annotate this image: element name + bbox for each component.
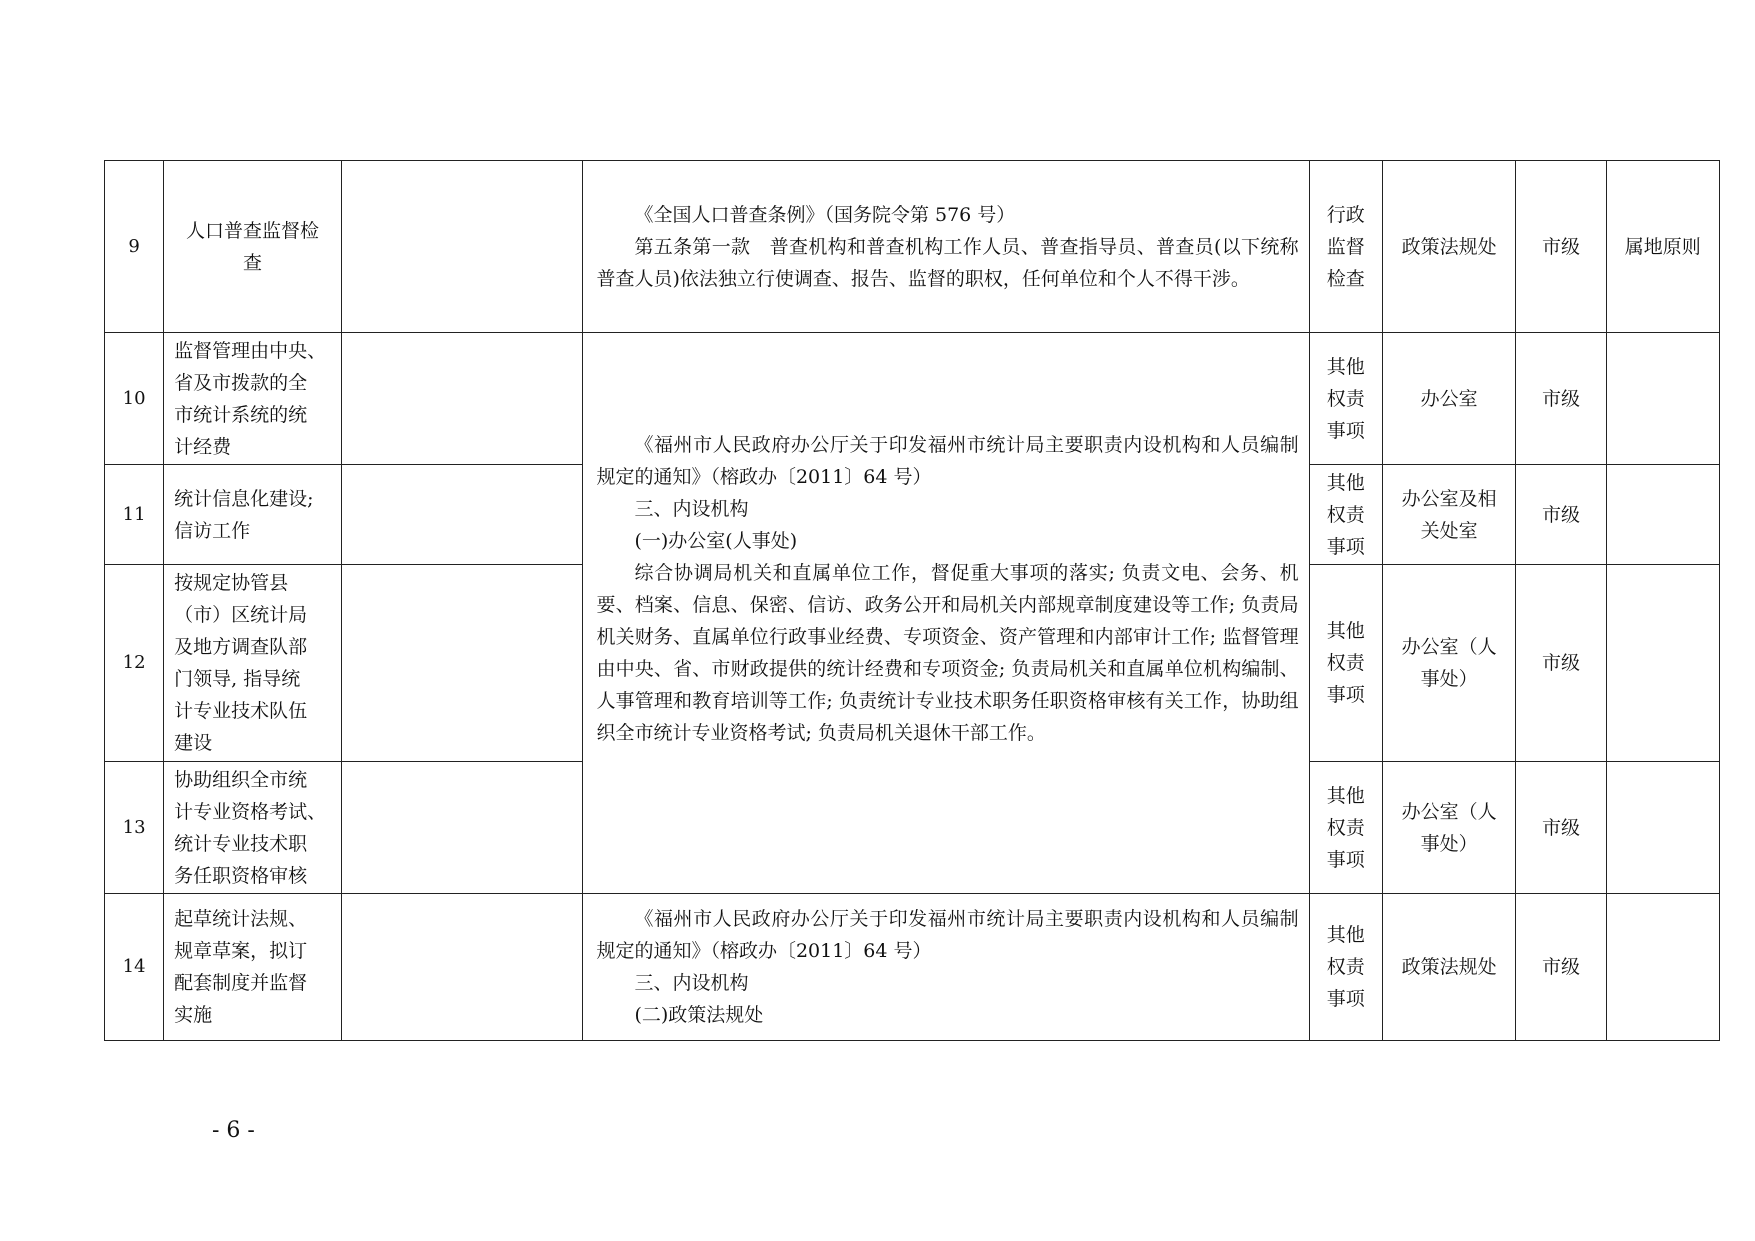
item-type-line: 行政 [1326,203,1365,226]
page-number: - 6 - [212,1118,255,1143]
basis-line: 《全国人口普查条例》（国务院令第 576 号） [634,203,1016,226]
item-type [1309,565,1382,762]
item-type-line: 其他 [1326,355,1365,378]
authority-table [104,160,1720,1041]
item-name-line: 起草统计法规、 [174,908,308,930]
row-number: 13 [105,762,164,894]
item-name-line: 监督管理由中央、 [174,339,327,362]
item-type [1309,465,1382,565]
item-type-line: 其他 [1326,471,1365,494]
department-line: 事处） [1420,832,1478,855]
department-line: 办公室（人 [1401,636,1497,658]
department-line: 关处室 [1420,519,1478,542]
table-row [105,333,1720,465]
item-name [164,894,342,1041]
item-type-line: 权责 [1326,816,1365,839]
item-type-line: 权责 [1326,503,1365,526]
empty-cell [341,333,583,465]
remark [1606,894,1719,1041]
level: 市级 [1516,161,1606,333]
row-number: 9 [105,161,164,333]
item-name [164,762,342,894]
item-type-line: 权责 [1326,652,1365,674]
row-number: 10 [105,333,164,465]
department-line: 办公室及相 [1401,487,1497,510]
item-name-line: 计专业技术队伍 [174,700,308,722]
item-name [164,333,342,465]
empty-cell [341,565,583,762]
remark [1606,465,1719,565]
item-type [1309,762,1382,894]
item-type-line: 权责 [1326,956,1365,978]
row-number: 12 [105,565,164,762]
basis-line: (一)办公室(人事处) [634,530,798,552]
item-name-line: 门领导, 指导统 [174,668,301,690]
row-number: 14 [105,894,164,1041]
item-type [1309,161,1382,333]
department [1382,894,1515,1041]
item-name-line: 规章草案，拟订 [174,940,308,962]
remark: 属地原则 [1606,161,1719,333]
level: 市级 [1516,333,1606,465]
department [1382,333,1515,465]
item-name-line: 统计专业技术职 [174,832,308,855]
row-number: 11 [105,465,164,565]
item-type-line: 其他 [1326,784,1365,807]
department-line: 办公室 [1420,387,1478,410]
level: 市级 [1516,762,1606,894]
basis-line: 第五条第一款 普查机构和普查机构工作人员、普查指导员、普查员(以下统称普查人员)依法独立行使调查、报告、监督的职权，任何单位和个人不得干涉。 [596,235,1299,290]
item-name-line: 按规定协管县 [174,572,289,594]
department-line: 办公室（人 [1401,800,1497,823]
item-name-line: 协助组织全市统 [174,768,308,791]
item-name-line: 建设 [174,732,213,754]
item-type [1309,894,1382,1041]
table-row [105,894,1720,1041]
item-type-line: 事项 [1326,684,1365,706]
item-type-line: 事项 [1326,988,1365,1010]
remark [1606,762,1719,894]
department [1382,465,1515,565]
item-type-line: 事项 [1326,535,1365,558]
empty-cell [341,894,583,1041]
item-name-line: 及地方调查队部 [174,636,308,658]
item-name-line: 计专业资格考试、 [174,800,327,823]
level: 市级 [1516,465,1606,565]
item-name-line: （市）区统计局 [174,604,308,626]
item-name-line: 市统计系统的统 [174,403,308,426]
item-name-line: 计经费 [174,435,232,458]
item-name-line: 实施 [174,1004,213,1026]
item-name-line: 省及市拨款的全 [174,371,308,394]
item-name-line: 配套制度并监督 [174,972,308,994]
basis-line: 三、内设机构 [634,498,749,520]
basis-line: 《福州市人民政府办公厅关于印发福州市统计局主要职责内设机构和人员编制规定的通知》（榕政办〔2011〕64 号） [596,908,1299,962]
item-name-line: 人口普查监督检 [185,219,319,242]
item-type-line: 事项 [1326,419,1365,442]
empty-cell [341,762,583,894]
item-type-line: 监督 [1326,235,1365,258]
empty-cell [341,465,583,565]
department [1382,565,1515,762]
item-type-line: 检查 [1326,267,1365,290]
level: 市级 [1516,565,1606,762]
item-name-line: 统计信息化建设; [174,487,314,510]
item-type-line: 其他 [1326,620,1365,642]
remark [1606,565,1719,762]
legal-basis [583,894,1309,1041]
level: 市级 [1516,894,1606,1041]
basis-line: 三、内设机构 [634,972,749,994]
item-name-line: 务任职资格审核 [174,864,308,887]
department-line: 政策法规处 [1401,235,1497,258]
item-name [164,465,342,565]
department [1382,161,1515,333]
department-line: 事处） [1420,668,1478,690]
item-name-line: 查 [242,251,262,274]
item-type-line: 其他 [1326,924,1365,946]
legal-basis [583,161,1309,333]
basis-line: 综合协调局机关和直属单位工作，督促重大事项的落实; 负责文电、会务、机要、档案、信息、保密、信访、政务公开和局机关内部规章制度建设等工作; 负责局机关财务、直属单位行政事业经费、专项资金、资产管理和内部审计工作; 监督管理由中央、省、市财政提供的统计经费和专项资金; 负责局机关和直属单位机构编制、人事管理和教育培训等工作; 负责统计专业技术职务任职资格审核有关工作，协助组织全市统计专业资格考试; 负责局机关退休干部工作。 [596,562,1299,744]
table-row [105,161,1720,333]
legal-basis-merged [583,333,1309,894]
empty-cell [341,161,583,333]
item-name [164,161,342,333]
remark [1606,333,1719,465]
item-type [1309,333,1382,465]
department [1382,762,1515,894]
department-line: 政策法规处 [1401,956,1497,978]
item-type-line: 事项 [1326,848,1365,871]
item-name [164,565,342,762]
basis-line: 《福州市人民政府办公厅关于印发福州市统计局主要职责内设机构和人员编制规定的通知》（榕政办〔2011〕64 号） [596,434,1299,488]
item-name-line: 信访工作 [174,519,251,542]
basis-line: (二)政策法规处 [634,1004,764,1026]
item-type-line: 权责 [1326,387,1365,410]
